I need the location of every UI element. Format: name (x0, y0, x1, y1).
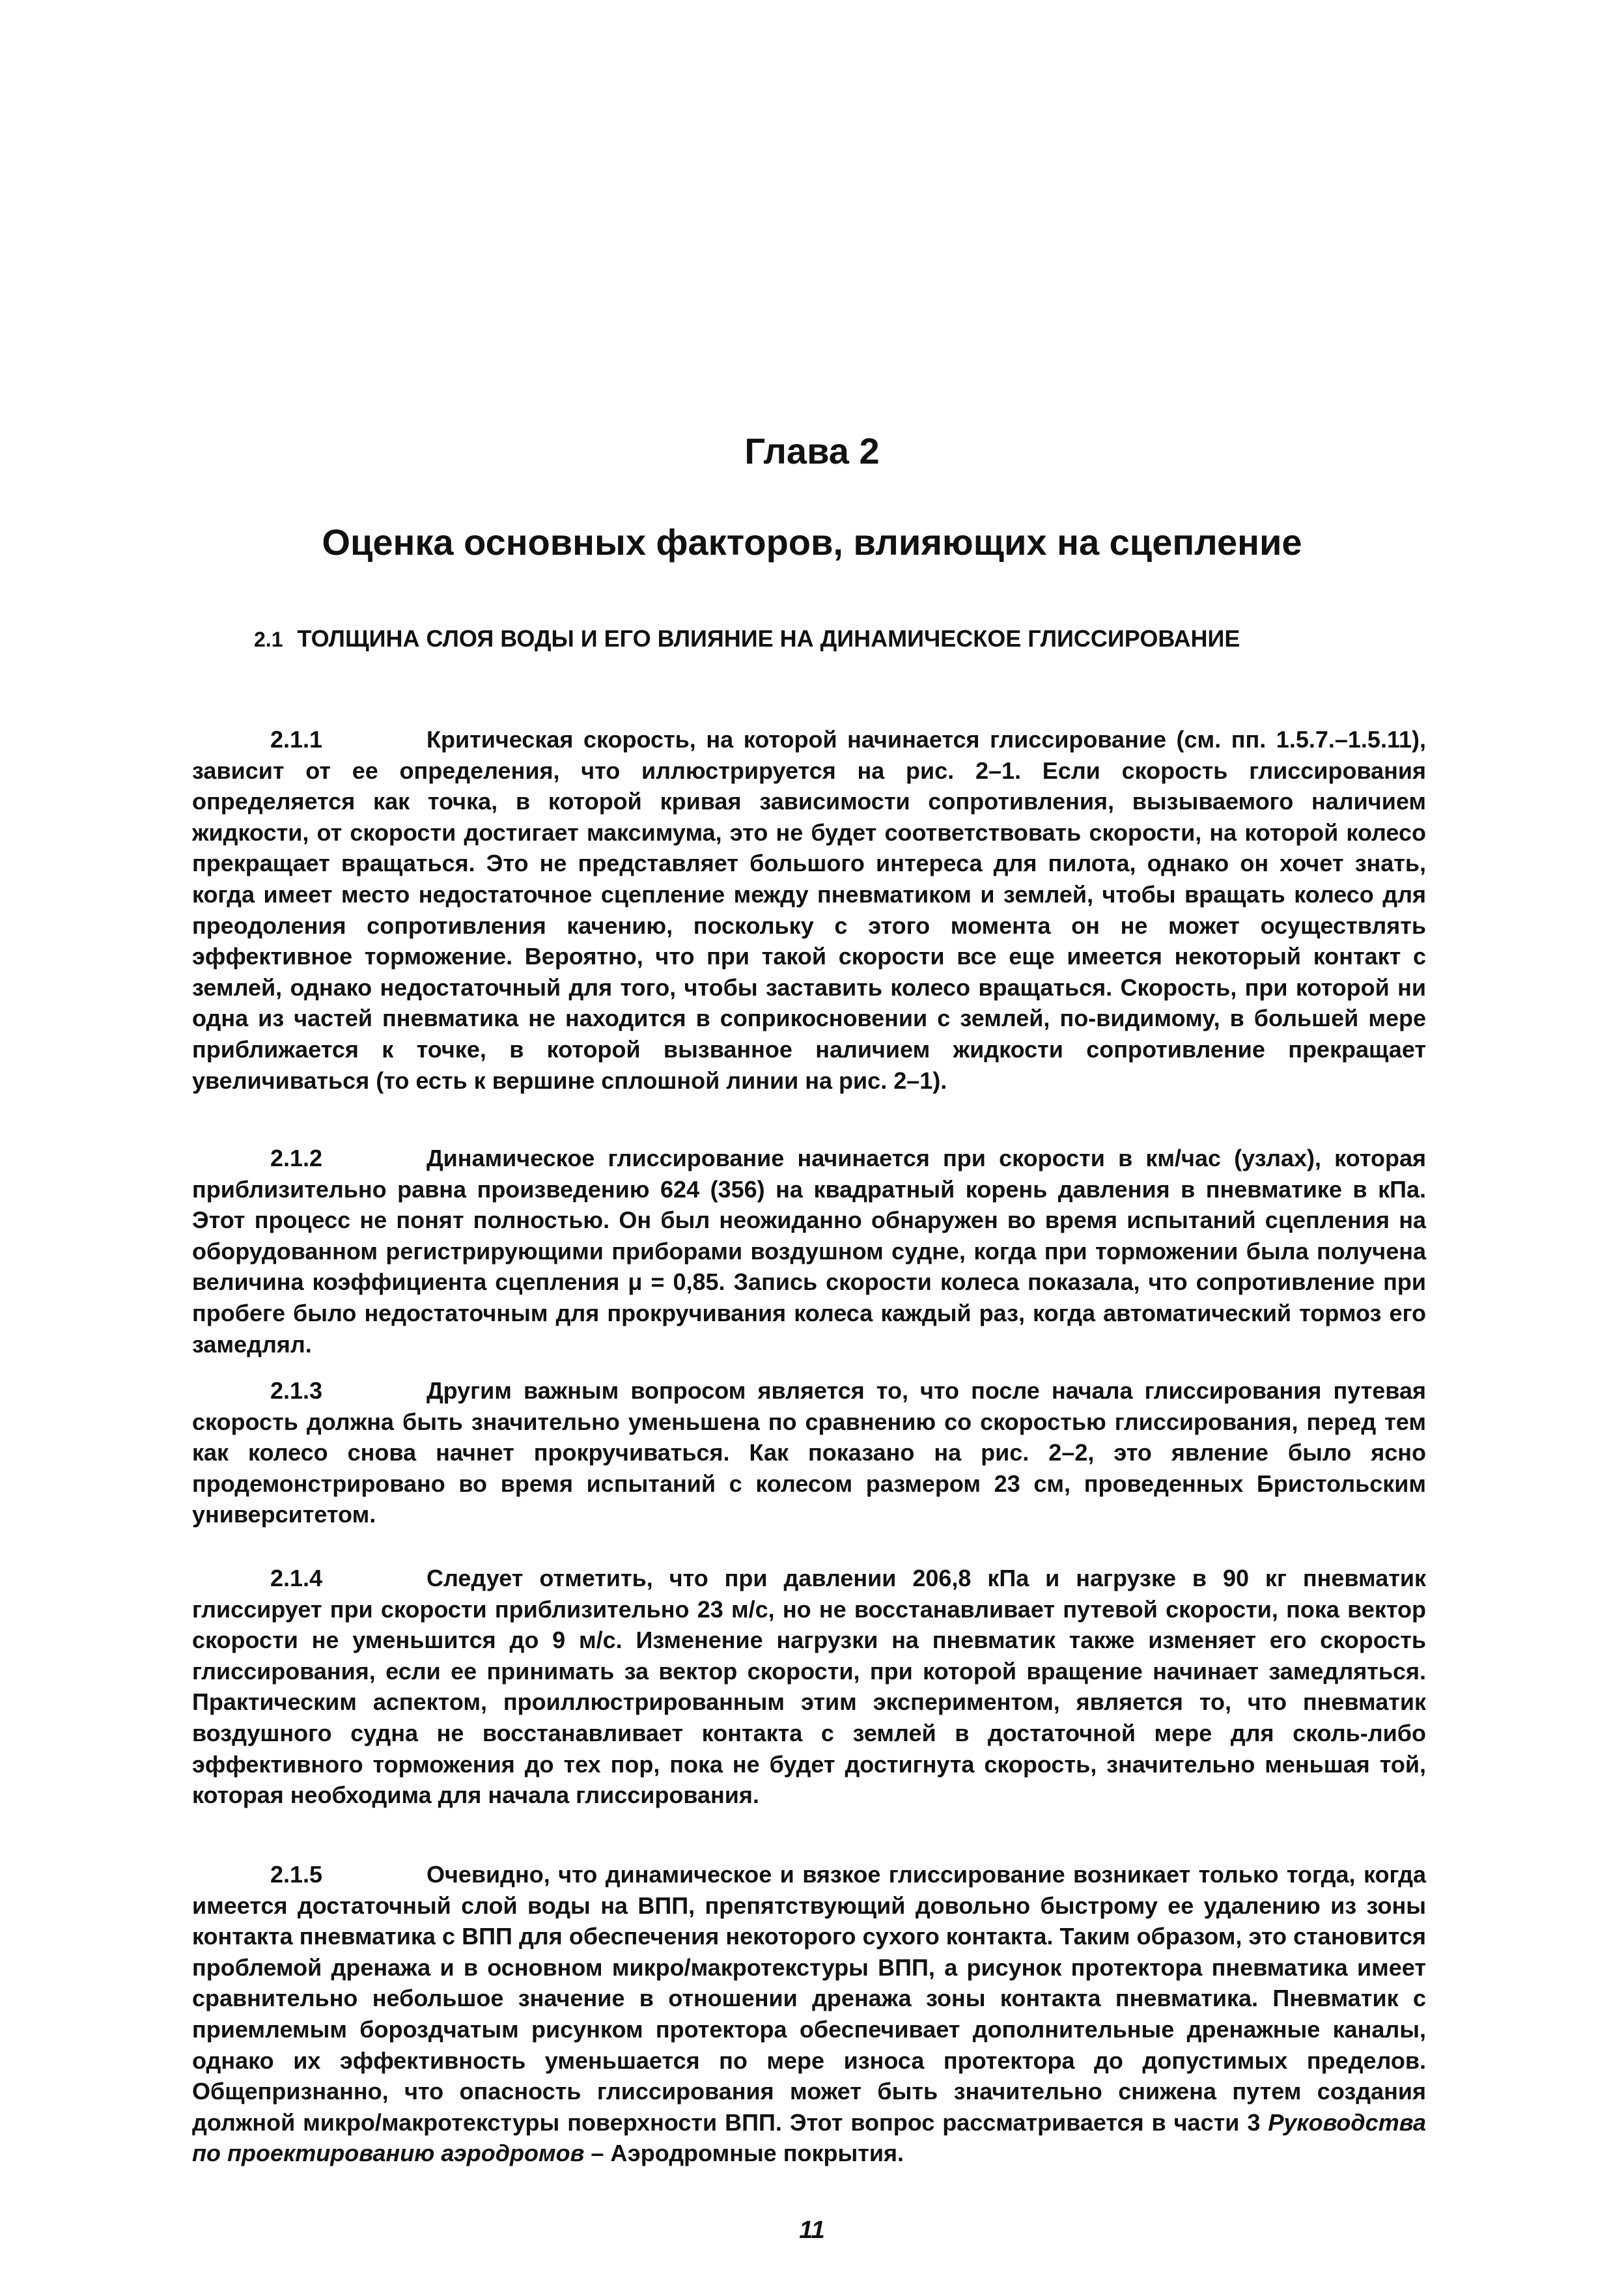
paragraph-text: Критическая скорость, на которой начинается глиссирование (см. пп. 1.5.7.–1.5.11), зависит от ее определения, что иллюстрируется на рис. 2–1. Если скорость глиссирования определяется как точка, в которой кривая зависимости сопротивления, вызываемого наличием жидкости, от скорости достигает максимума, это не будет соответствовать скорости, на которой колесо прекращает вращаться. Это не представляет большого интереса для пилота, однако он хочет знать, когда имеет место недостаточное сцепление между пневматиком и землей, чтобы вращать колесо для преодоления сопротивления качению, поскольку с этого момента он не может осуществлять эффективное торможение. Вероятно, что при такой скорости все еще имеется некоторый контакт с землей, однако недостаточный для того, чтобы заставить колесо вращаться. Скорость, при которой ни одна из частей пневматика не находится в соприкосновении с землей, по-видимому, в большей мере приближается к точке, в которой вызванное наличием жидкости сопротивление прекращает увеличиваться (то есть к вершине сплошной линии на рис. 2–1). (192, 726, 1426, 1094)
section-heading (254, 625, 1426, 652)
document-reference: Руководства по проектированию аэродромов (192, 2108, 1426, 2167)
paragraph-text: Динамическое глиссирование начинается при скорости в км/час (узлах), которая приблизительно равна произведению 624 (356) на квадратный корень давления в пневматике в кПа. Этот процесс не понят полностью. Он был неожиданно обнаружен во время испытаний сцепления на оборудованном регистрирующими приборами воздушном судне, когда при торможении была получена величина коэффициента сцепления μ = 0,85. Запись скорости колеса показала, что сопротивление при пробеге было недостаточным для прокручивания колеса каждый раз, когда автоматический тормоз его замедлял. (192, 1145, 1426, 1358)
paragraph-number: 2.1.4 (270, 1565, 323, 1591)
chapter-title: Глава 2 (744, 430, 880, 471)
page-number: 11 (799, 2217, 825, 2244)
paragraph-2-1-3 (192, 1375, 1426, 1530)
paragraph-text: Следует отметить, что при давлении 206,8 кПа и нагрузке в 90 кг пневматик глиссирует при скорости приблизительно 23 м/с, но не восстанавливает путевой скорости, пока вектор скорости не уменьшится до 9 м/с. Изменение нагрузки на пневматик также изменяет его скорость глиссирования, если ее принимать за вектор скорости, при которой вращение начинает замедляться. Практическим аспектом, проиллюстрированным этим экспериментом, является то, что пневматик воздушного судна не восстанавливает контакта с землей в достаточной мере для сколь-либо эффективного торможения до тех пор, пока не будет достигнута скорость, значительно меньшая той, которая необходима для начала глиссирования. (192, 1565, 1426, 1809)
section-title: ТОЛЩИНА СЛОЯ ВОДЫ И ЕГО ВЛИЯНИЕ НА ДИНАМИЧЕСКОЕ ГЛИССИРОВАНИЕ (297, 625, 1240, 652)
paragraph-2-1-1 (192, 724, 1426, 1096)
paragraph-text: Другим важным вопросом является то, что после начала глиссирования путевая скорость должна быть значительно уменьшена по сравнению со скоростью глиссирования, перед тем как колесо снова начнет прокручиваться. Как показано на рис. 2–2, это явление было ясно продемонстрировано во время испытаний с колесом размером 23 см, проведенных Бристольским университетом. (192, 1377, 1426, 1528)
chapter-subtitle: Оценка основных факторов, влияющих на сцепление (322, 522, 1302, 563)
paragraph-number: 2.1.5 (270, 1861, 323, 1888)
paragraph-tail: – Аэродромные покрытия. (584, 2140, 904, 2167)
paragraph-number: 2.1.1 (270, 726, 323, 753)
paragraph-text: Очевидно, что динамическое и вязкое глиссирование возникает только тогда, когда имеется достаточный слой воды на ВПП, препятствующий довольно быстрому ее удалению из зоны контакта пневматика с ВПП для обеспечения некоторого сухого контакта. Таким образом, это становится проблемой дренажа и в основном микро/макротекстуры ВПП, а рисунок протектора пневматика имеет сравнительно небольшое значение в отношении дренажа зоны контакта пневматика. Пневматик с приемлемым бороздчатым рисунком протектора обеспечивает дополнительные дренажные каналы, однако их эффективность уменьшается по мере износа протектора до допустимых пределов. Общепризнанно, что опасность глиссирования может быть значительно снижена путем создания должной микро/макротекстуры поверхности ВПП. Этот вопрос рассматривается в части 3 (192, 1861, 1426, 2136)
paragraph-2-1-4 (192, 1563, 1426, 1811)
paragraph-2-1-5 (192, 1859, 1426, 2169)
paragraph-number: 2.1.2 (270, 1145, 323, 1171)
paragraph-2-1-2 (192, 1143, 1426, 1360)
paragraph-number: 2.1.3 (270, 1377, 323, 1404)
section-number: 2.1 (254, 628, 283, 651)
